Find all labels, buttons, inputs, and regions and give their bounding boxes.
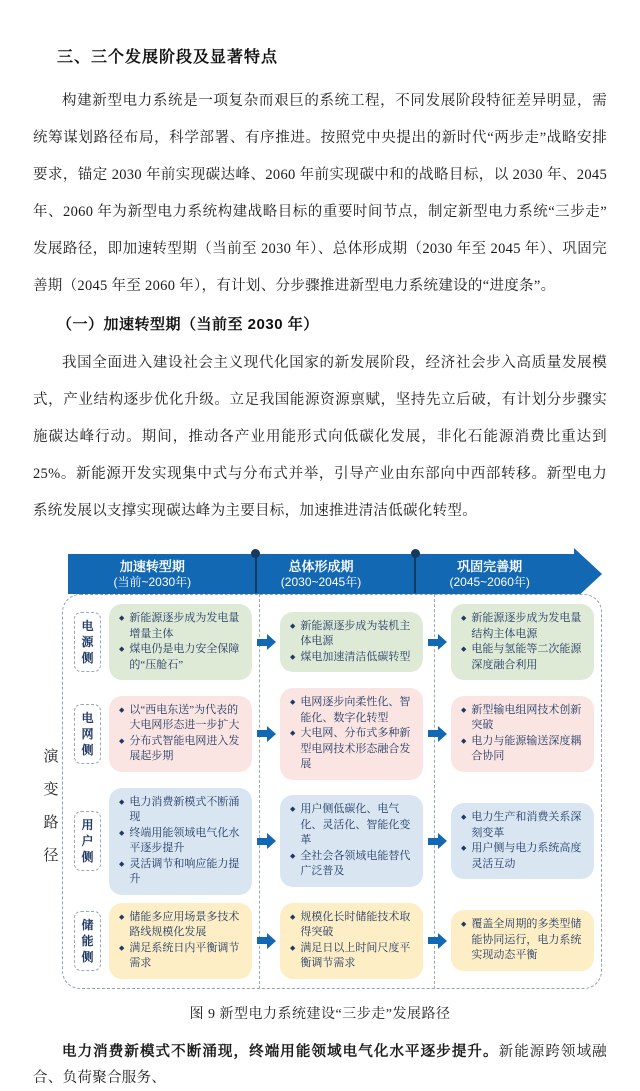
cell-grid-phase2: [280, 688, 423, 780]
paragraph-consumption-lead: 电力消费新模式不断涌现，终端用能领域电气化水平逐步提升。: [62, 1043, 499, 1060]
bullet-text: 煤电仍是电力安全保障的“压舱石”: [129, 643, 240, 671]
timeline-arrow-banner: [68, 554, 574, 594]
row-label-power-source: 电源侧: [74, 612, 101, 672]
diamond-bullet-icon: ◆: [119, 614, 125, 622]
diamond-bullet-icon: ◆: [290, 698, 296, 706]
row-power-source-side: [70, 604, 594, 680]
bullet-item: [118, 795, 243, 826]
flow-arrow-icon: [423, 639, 451, 646]
bullet-item: [289, 910, 414, 941]
subsection-heading: （一）加速转型期（当前至 2030 年）: [57, 316, 319, 333]
bullet-item: [460, 917, 585, 964]
diamond-bullet-icon: ◆: [290, 729, 296, 737]
diagram-body: [38, 594, 602, 989]
row-label-user: 用户侧: [74, 811, 101, 871]
bullet-item: [118, 734, 243, 765]
phase-name: 巩固完善期: [457, 558, 523, 574]
diamond-bullet-icon: ◆: [119, 736, 125, 745]
banner-spacer: [38, 554, 68, 594]
bullet-text: 电力与能源输送深度耦合协同: [471, 734, 582, 763]
phase-period: (2045~2060年): [449, 574, 530, 589]
flow-arrow-icon: [252, 730, 280, 737]
bullet-text: 新型输电组网技术创新突破: [471, 703, 582, 732]
cell-power-phase2: [280, 612, 423, 673]
diamond-bullet-icon: ◆: [119, 705, 125, 714]
bullet-item: [460, 841, 585, 872]
phase-consolidation-improvement: [405, 554, 574, 594]
bullet-item: [118, 703, 243, 734]
phase-period: (2030~2045年): [280, 574, 362, 589]
phase-accelerated-transition: [68, 554, 237, 594]
bullet-item: [118, 910, 243, 941]
bullet-text: 灵活调节和响应能力提升: [129, 857, 240, 885]
row-storage-side: [70, 903, 594, 979]
bullet-text: 用户侧低碳化、电气化、灵活化、智能化变革: [300, 803, 411, 847]
bullet-text: 大电网、分布式多种新型电网技术形态融合发展: [300, 727, 411, 770]
bullet-item: [118, 642, 243, 673]
flow-arrow-icon: [423, 838, 451, 845]
cell-storage-phase3: [451, 910, 594, 971]
diamond-bullet-icon: ◆: [461, 920, 467, 929]
bullet-text: 以“西电东送”为代表的大电网形态进一步扩大: [129, 703, 240, 732]
bullet-item: [460, 734, 585, 765]
bullet-text: 满足日以上时间尺度平衡调节需求: [300, 941, 411, 969]
diamond-bullet-icon: ◆: [290, 621, 296, 630]
bullet-item: [289, 849, 414, 880]
cell-user-phase1: [109, 788, 252, 895]
bullet-item: [118, 857, 243, 888]
diamond-bullet-icon: ◆: [290, 943, 296, 952]
bullet-item: [118, 941, 243, 972]
bullet-text: 煤电加速清洁低碳转型: [300, 650, 411, 663]
paragraph-consumption: [33, 1039, 607, 1091]
diamond-bullet-icon: ◆: [119, 859, 125, 868]
bullet-item: [460, 611, 585, 642]
flow-arrow-icon: [252, 838, 280, 845]
diamond-bullet-icon: ◆: [461, 705, 467, 714]
bullet-text: 覆盖全周期的多类型储能协同运行，电力系统实现动态平衡: [471, 918, 582, 962]
bullet-item: [289, 650, 414, 666]
diamond-bullet-icon: ◆: [290, 652, 296, 661]
timeline-dot-icon: [411, 549, 420, 558]
section-heading: 三、三个发展阶段及显著特点: [57, 49, 279, 66]
bullet-text: 电力生产和消费关系深刻变革: [471, 811, 582, 839]
diamond-bullet-icon: ◆: [119, 943, 125, 952]
flow-arrow-icon: [423, 937, 451, 944]
bullet-item: [289, 695, 414, 726]
figure-caption: 图 9 新型电力系统建设“三步走”发展路径: [189, 1006, 451, 1022]
cell-user-phase2: [280, 795, 423, 887]
bullet-text: 用户侧与电力系统高度灵活互动: [471, 842, 582, 870]
bullet-text: 电网逐步向柔性化、智能化、数字化转型: [300, 696, 411, 724]
diamond-bullet-icon: ◆: [290, 851, 296, 860]
diamond-bullet-icon: ◆: [290, 805, 296, 814]
figure-three-steps-diagram: [38, 554, 602, 989]
diamond-bullet-icon: ◆: [119, 797, 125, 806]
bullet-text: 新能源逐步成为装机主体电源: [300, 619, 411, 648]
diamond-bullet-icon: ◆: [290, 912, 296, 921]
bullet-item: [289, 619, 414, 650]
bullet-item: [289, 941, 414, 972]
bullet-item: [460, 703, 585, 734]
timeline-banner-row: [38, 554, 602, 594]
bullet-item: [289, 726, 414, 773]
bullet-text: 新能源逐步成为发电量结构主体电源: [471, 612, 582, 640]
diamond-bullet-icon: ◆: [461, 813, 467, 821]
bullet-text: 电能与氢能等二次能源深度融合利用: [471, 643, 582, 671]
bullet-text: 新能源逐步成为发电量增量主体: [129, 612, 240, 640]
phase-period: (当前~2030年): [113, 574, 192, 589]
cell-power-phase3: [451, 604, 594, 680]
bullet-text: 满足系统日内平衡调节需求: [129, 941, 240, 969]
paragraph-intro: 构建新型电力系统是一项复杂而艰巨的系统工程，不同发展阶段特征差异明显，需统筹谋划路径布局，科学部署、有序推进。按照党中央提出的新时代“两步走”战略安排要求，锚定 2030 年前实现碳达峰、2060 年前实现碳中和的战略目标，以 2030 年、2045 年、2060 年为新型电力系统构建战略目标的重要时间节点，制定新型电力系统“三步走”发展路径，即加速转型期（当前至 2030 年）、总体形成期（2030 年至 2045 年）、巩固完善期（2045 年至 2060 年），有计划、分步骤推进新型电力系统建设的“进度条”。: [33, 93, 607, 294]
phase-overall-formation: [237, 554, 406, 594]
bullet-text: 储能多应用场景多技术路线规模化发展: [129, 910, 240, 938]
row-label-storage: 储能侧: [74, 911, 101, 971]
diamond-bullet-icon: ◆: [461, 614, 467, 622]
bullet-item: [460, 642, 585, 673]
bullet-text: 终端用能领域电气化水平逐步提升: [129, 826, 240, 854]
bullet-text: 电力消费新模式不断涌现: [129, 795, 240, 823]
evolution-path-label: 演变路径: [41, 748, 58, 881]
phase-name: 加速转型期: [119, 558, 185, 574]
bullet-text: 全社会各领域电能替代广泛普及: [300, 849, 411, 878]
phase-name: 总体形成期: [288, 558, 354, 574]
bullet-item: [118, 611, 243, 642]
cell-grid-phase3: [451, 696, 594, 772]
bullet-item: [118, 826, 243, 857]
cell-storage-phase1: [109, 903, 252, 979]
flow-arrow-icon: [423, 730, 451, 737]
row-grid-side: [70, 688, 594, 780]
cell-power-phase1: [109, 604, 252, 680]
cell-grid-phase1: [109, 696, 252, 772]
diamond-bullet-icon: ◆: [119, 645, 125, 653]
diamond-bullet-icon: ◆: [461, 844, 467, 852]
diamond-bullet-icon: ◆: [119, 828, 125, 837]
row-user-side: [70, 788, 594, 895]
cell-user-phase3: [451, 803, 594, 879]
paragraph-phase1: 我国全面进入建设社会主义现代化国家的新发展阶段，经济社会步入高质量发展模式，产业结构逐步优化升级。立足我国能源资源禀赋，坚持先立后破，有计划分步骤实施碳达峰行动。期间，推动各产业用能形式向低碳化发展，非化石能源消费比重达到 25%。新能源开发实现集中式与分布式并举，引导产业由东部向中西部转移。新型电力系统发展以支撑实现碳达峰为主要目标，加速推进清洁低碳化转型。: [33, 355, 607, 519]
bullet-item: [289, 802, 414, 849]
diagram-container: [62, 594, 602, 989]
diamond-bullet-icon: ◆: [461, 736, 467, 745]
bullet-item: [460, 810, 585, 841]
diamond-bullet-icon: ◆: [119, 912, 125, 921]
flow-arrow-icon: [252, 639, 280, 646]
diamond-bullet-icon: ◆: [461, 645, 467, 653]
row-label-grid: 电网侧: [74, 704, 101, 764]
flow-arrow-icon: [252, 937, 280, 944]
paragraph-consumption-rest: 新能源跨领域融合、负荷聚合服务、: [33, 1043, 607, 1086]
cell-storage-phase2: [280, 903, 423, 979]
bullet-text: 分布式智能电网进入发展起步期: [129, 734, 240, 763]
bullet-text: 规模化长时储能技术取得突破: [300, 910, 411, 938]
